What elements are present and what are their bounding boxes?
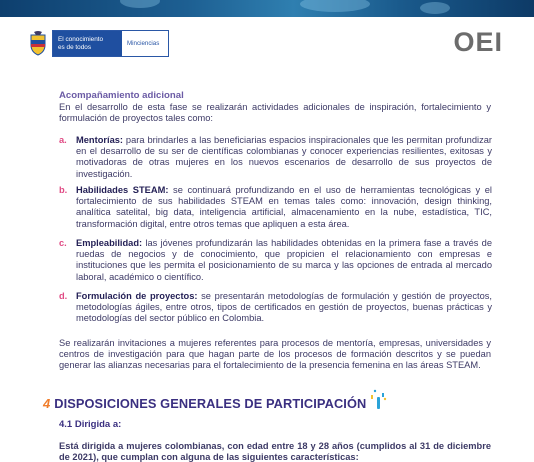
list-letter: b. [59,185,68,195]
list-term: Formulación de proyectos: [76,291,198,301]
list-item [59,238,492,283]
chapter-number: 4 [43,396,51,411]
colombia-crest-icon [28,31,48,56]
sparkle-icon [368,389,388,411]
list-text: se presentarán metodologías de formulación y gestión de proyectos, metodologías ágiles, entre otros, tipos de certificados en gestión de proyectos, buenas prácticas y metodologías del sector público en Colombia. [76,291,492,324]
government-slogan: El conocimiento es de todos [53,31,122,56]
list-term: Mentorías: [76,135,124,145]
list-term: Habilidades STEAM: [76,185,169,195]
list-text: para brindarles a las beneficiarias espacios inspiracionales que les permitan profundizar en el desarrollo de su ser de científicas colombianas y conocer experiencias resilientes, exitosas y motivadoras de otras mujeres en los nuevos escenarios de desarrollo de sus proyectos de investigación. [76,135,492,179]
subsection-text: Está dirigida a mujeres colombianas, con edad entre 18 y 28 años (cumplidos al 31 de diciembre de 2021), que cumplan con alguna de las siguientes características: [59,441,491,462]
header-banner [0,0,534,17]
list-term: Empleabilidad: [76,238,143,248]
list-item [59,135,492,180]
subsection-title: 4.1 Dirigida a: [59,419,122,430]
chapter-title: DISPOSICIONES GENERALES DE PARTICIPACIÓN [54,396,367,411]
government-logo [28,30,169,57]
intro-paragraph: En el desarrollo de esta fase se realizarán actividades adicionales de inspiración, fortalecimiento y formulación de proyectos tales como: [59,102,491,124]
closing-paragraph: Se realizarán invitaciones a mujeres referentes para procesos de mentoría, empresas, universidades y centros de investigación para que hagan parte de los procesos de formación descritos y se puedan generar las alianzas necesarias para el fortalecimiento de la presencia femenina en las áreas STEAM. [59,338,491,371]
list-letter: a. [59,135,67,145]
ministry-name: Minciencias [122,31,168,56]
section-heading: Acompañamiento adicional [59,90,184,101]
list-item [59,185,492,230]
list-letter: d. [59,291,68,301]
list-letter: c. [59,238,67,248]
list-item [59,291,492,325]
list-text: las jóvenes profundizarán las habilidades obtenidas en la primera fase a través de ruedas de negocios y de conocimiento, que propicien el relacionamiento con empresas e instituciones que les permita el posicionamiento de su marca y las opciones de entrada al mercado laboral, académico o científico. [76,238,492,282]
oei-logo: OEI [453,27,503,57]
government-wordmark [52,30,169,57]
chapter-heading [43,396,388,411]
list-text: se continuará profundizando en el uso de herramientas tecnológicas y el fortalecimiento de sus habilidades STEAM en temas tales como: innovación, design thinking, analítica satelital, big data, inteligencia artificial, almacenamiento en la nube, estadística, TIC, transformación digital, entre otros temas que apliquen a esta área. [76,185,492,229]
